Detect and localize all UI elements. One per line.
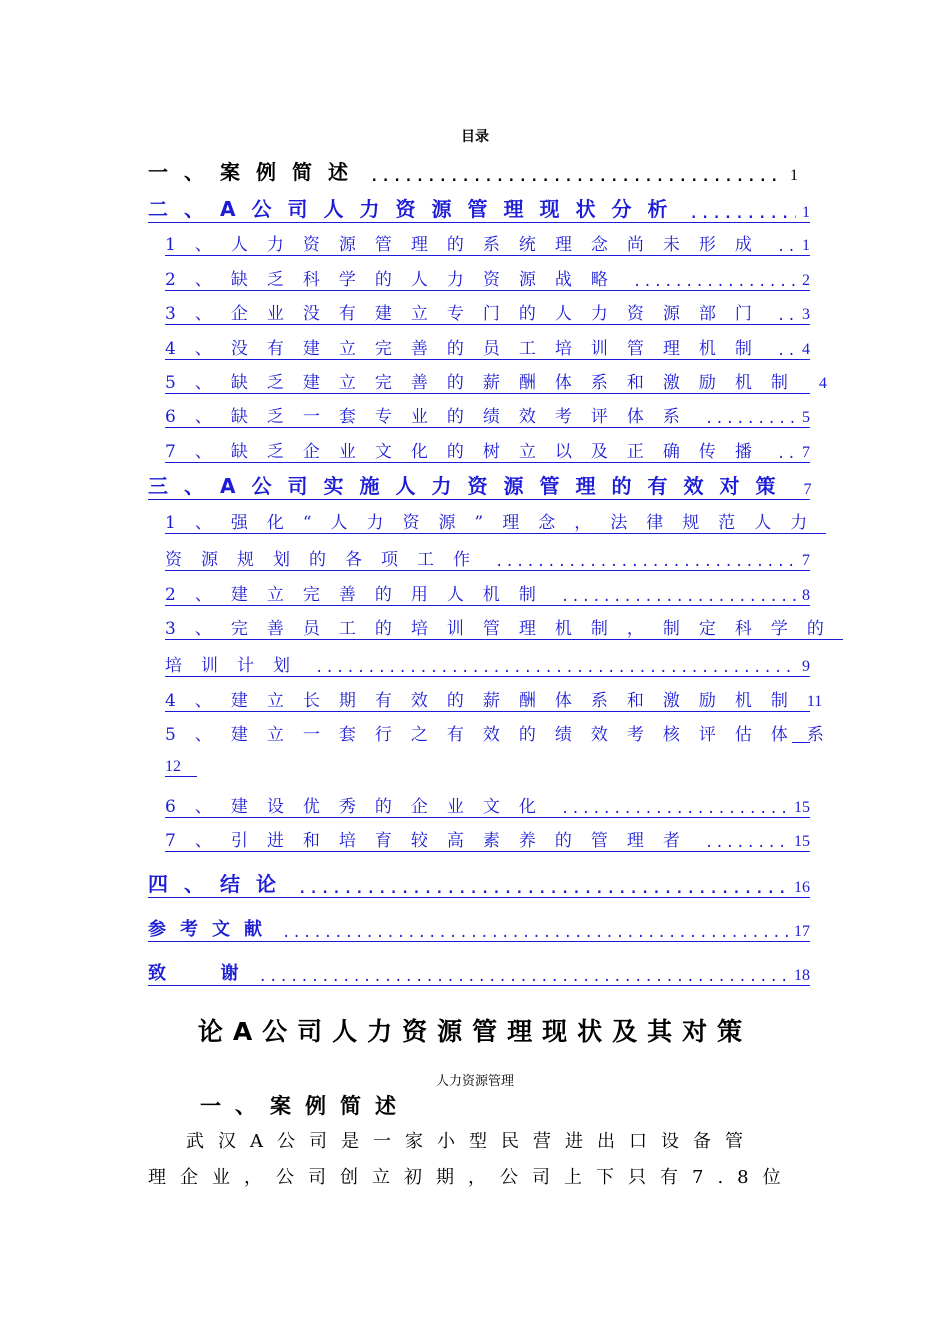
- document-title: 论A公司人力资源管理现状及其对策: [197, 1017, 753, 1046]
- toc-page-number: 4: [818, 375, 827, 392]
- toc-entry-label: 三、A公司实施人力资源管理的有效对策: [148, 474, 792, 498]
- toc-entry-label: 1、人力资源管理的系统理念尚未形成: [165, 235, 771, 255]
- toc-entry-label: 致 谢: [148, 963, 253, 984]
- toc-entry-label: 6、缺乏一套专业的绩效考评体系: [165, 407, 699, 427]
- document-subtitle: 人力资源管理: [435, 1074, 514, 1089]
- toc-entry-1[interactable]: [148, 156, 798, 185]
- section-heading: 一、案例简述: [200, 1094, 410, 1118]
- toc-entry-label: 培训计划: [165, 656, 309, 676]
- toc-entry-label: 6、建设优秀的企业文化: [165, 797, 555, 817]
- toc-underline: [792, 742, 810, 743]
- toc-entry-label: 7、缺乏企业文化的树立以及正确传播: [165, 442, 771, 462]
- toc-entry-3[interactable]: [148, 470, 810, 500]
- toc-entry-4[interactable]: [148, 868, 810, 898]
- toc-entry-label: 7、引进和培育较高素养的管理者: [165, 831, 699, 851]
- toc-page-number: 4: [802, 341, 810, 358]
- toc-page-number: 17: [794, 923, 810, 940]
- toc-leader-dots: [315, 660, 796, 676]
- toc-entry-2-2[interactable]: [165, 265, 810, 291]
- toc-page-number: 1: [790, 167, 798, 184]
- toc-entry-2[interactable]: [148, 193, 810, 223]
- toc-leader-dots: [689, 206, 796, 222]
- toc-entry-3-3-line1[interactable]: 3、完善员工的培训管理机制，制定科学的: [165, 614, 843, 640]
- toc-page-number: 11: [806, 693, 823, 710]
- toc-entry-2-7[interactable]: [165, 437, 810, 463]
- toc-leader-dots: [705, 411, 796, 427]
- toc-page-number: 1: [802, 237, 810, 254]
- toc-leader-dots: [282, 925, 788, 941]
- toc-entry-2-1[interactable]: [165, 230, 810, 256]
- toc-entry-references[interactable]: [148, 915, 810, 942]
- toc-page-number: 5: [802, 409, 810, 426]
- toc-entry-label: 一、案例简述: [148, 160, 364, 184]
- toc-entry-label: 二、A公司人力资源管理现状分析: [148, 197, 684, 221]
- toc-leader-dots: [495, 554, 796, 570]
- toc-entry-acknowledgements[interactable]: [148, 959, 810, 986]
- paragraph-line: 武汉A公司是一家小型民营进出口设备管: [186, 1131, 757, 1152]
- toc-page-number: 15: [794, 833, 810, 850]
- toc-leader-dots: [561, 801, 788, 817]
- toc-entry-3-3[interactable]: [165, 651, 810, 677]
- toc-page-number: 18: [794, 967, 810, 984]
- toc-leader-dots: [705, 835, 788, 851]
- toc-leader-dots: [777, 446, 796, 462]
- toc-entry-2-4[interactable]: [165, 334, 810, 360]
- toc-entry-2-3[interactable]: [165, 299, 810, 325]
- toc-leader-dots: [298, 881, 788, 897]
- toc-leader-dots: [777, 239, 796, 255]
- toc-page-number: 3: [802, 306, 810, 323]
- toc-page-number: 7: [802, 552, 810, 569]
- toc-entry-label: 四、结论: [148, 872, 292, 896]
- toc-title: 目录: [461, 129, 489, 145]
- toc-entry-label: 参考文献: [148, 919, 276, 940]
- toc-leader-dots: [777, 308, 796, 324]
- toc-entry-label: 2、建立完善的用人机制: [165, 585, 555, 605]
- toc-leader-dots: [633, 274, 796, 290]
- toc-page-number: 8: [802, 587, 810, 604]
- toc-entry-label: 资源规划的各项工作: [165, 550, 489, 570]
- toc-entry-3-4[interactable]: [165, 686, 823, 712]
- toc-page-number: 7: [802, 444, 810, 461]
- toc-page-number[interactable]: 12: [165, 758, 197, 777]
- toc-entry-label: 4、建立长期有效的薪酬体系和激励机制: [165, 691, 807, 711]
- toc-leader-dots: [259, 969, 788, 985]
- paragraph-line: 理企业，公司创立初期，公司上下只有7.8位: [148, 1167, 795, 1188]
- toc-page-number: 7: [803, 481, 812, 498]
- toc-entry-3-2[interactable]: [165, 580, 810, 606]
- toc-page-number: 15: [794, 799, 810, 816]
- toc-entry-label: 4、没有建立完善的员工培训管理机制: [165, 339, 771, 359]
- toc-leader-dots: [561, 589, 796, 605]
- toc-entry-label: 2、缺乏科学的人力资源战略: [165, 270, 627, 290]
- toc-page-number: 16: [794, 879, 810, 896]
- toc-entry-3-6[interactable]: [165, 792, 810, 818]
- toc-leader-dots: [777, 343, 796, 359]
- toc-page-number: 2: [802, 272, 810, 289]
- toc-entry-3-1[interactable]: [165, 545, 810, 571]
- toc-entry-label: 3、企业没有建立专门的人力资源部门: [165, 304, 771, 324]
- toc-entry-3-7[interactable]: [165, 826, 810, 852]
- toc-entry-3-1-line1[interactable]: 1、强化“人力资源”理念，法律规范人力: [165, 508, 826, 534]
- toc-leader-dots: [370, 169, 784, 185]
- toc-entry-label: 5、缺乏建立完善的薪酬体系和激励机制: [165, 373, 807, 393]
- toc-entry-2-5[interactable]: [165, 368, 827, 394]
- toc-entry-3-5[interactable]: 5、建立一套行之有效的绩效考核评估体系: [165, 725, 843, 745]
- toc-page-number: 9: [802, 658, 810, 675]
- toc-entry-2-6[interactable]: [165, 402, 810, 428]
- toc-page-number: 1: [802, 204, 810, 221]
